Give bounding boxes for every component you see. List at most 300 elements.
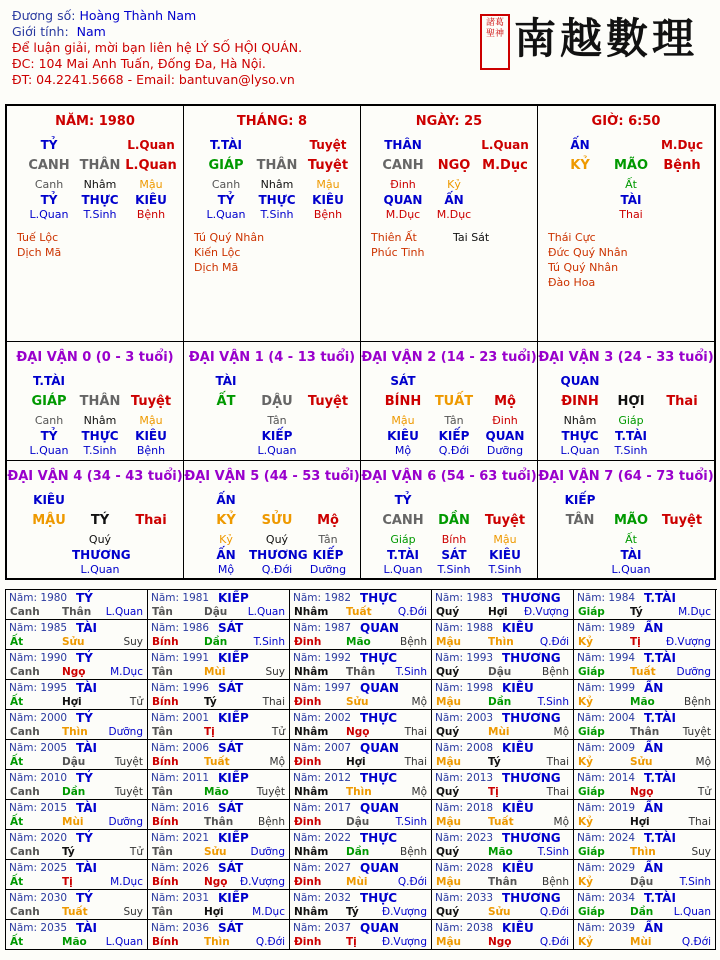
hidden-stars-row	[188, 193, 356, 208]
year-stage: T.Sinh	[395, 816, 427, 828]
year-star: SÁT	[218, 621, 244, 635]
year-stem: Mậu	[436, 636, 462, 648]
hidden-stem: Bính	[441, 533, 467, 546]
earthly-branch: MÃO	[613, 513, 649, 528]
hidden-stem: Canh	[211, 178, 241, 191]
branch-stage: Tuyệt	[130, 394, 172, 409]
year-cell	[148, 770, 290, 800]
heavenly-stem: MẬU	[32, 513, 66, 528]
special-star: Tú Quý Nhân	[194, 231, 265, 244]
hidden-star: TÀI	[620, 193, 642, 207]
heavenly-stem: CANH	[28, 158, 70, 173]
year-label: Năm: 2024	[577, 832, 636, 844]
year-branch: Tị	[488, 786, 499, 798]
year-stem: Ất	[10, 876, 24, 888]
hidden-stages-row	[11, 563, 179, 578]
year-stem: Mậu	[436, 816, 462, 828]
year-stem: Nhâm	[294, 666, 329, 678]
dai-van-cell	[7, 342, 184, 461]
year-branch: Hợi	[630, 816, 650, 828]
year-stage: Q.Đới	[397, 606, 427, 618]
year-stage: Thai	[404, 726, 427, 738]
year-stage: M.Dục	[252, 906, 285, 918]
year-label: Năm: 1985	[9, 622, 68, 634]
owner-line	[12, 8, 472, 24]
star-row	[365, 493, 533, 508]
hidden-stage: Mộ	[394, 444, 412, 457]
heaven-star: TỶ	[40, 138, 58, 152]
dai-van-cell	[184, 342, 361, 461]
hidden-stem: Tân	[267, 414, 287, 427]
year-label: Năm: 1994	[577, 652, 636, 664]
year-star: SÁT	[218, 861, 244, 875]
year-cell	[148, 920, 290, 950]
year-cell	[432, 830, 574, 860]
earthly-branch: TÝ	[90, 513, 110, 528]
year-label: Năm: 1990	[9, 652, 68, 664]
year-stem: Quý	[436, 846, 460, 858]
year-stem: Ất	[10, 816, 24, 828]
heavenly-stem: CANH	[382, 513, 424, 528]
bazi-chart-grid	[5, 104, 716, 580]
year-star: THƯƠNG	[502, 771, 561, 785]
hidden-stage: L.Quan	[611, 563, 651, 576]
year-label: Năm: 2015	[9, 802, 68, 814]
hidden-stage: L.Quan	[560, 444, 600, 457]
pillar-row	[188, 158, 356, 173]
year-stage: Tuyệt	[256, 786, 285, 798]
year-cell	[574, 650, 716, 680]
year-star: KIÊU	[502, 921, 534, 935]
year-star: THƯƠNG	[502, 651, 561, 665]
year-stem: Ất	[10, 636, 24, 648]
cell-title: ĐẠI VẬN 5 (44 - 53 tuổi)	[184, 469, 360, 484]
year-cell	[148, 740, 290, 770]
year-label: Năm: 1988	[435, 622, 494, 634]
gender-line	[12, 24, 472, 40]
year-stage: Mộ	[553, 816, 569, 828]
year-branch: Dần	[630, 906, 654, 918]
hidden-stars-row	[188, 548, 356, 563]
heavenly-stem: GIÁP	[208, 158, 244, 173]
year-branch: Thân	[346, 666, 376, 678]
year-branch: Tý	[488, 756, 501, 768]
hidden-stems-row	[188, 533, 356, 548]
year-label: Năm: 2002	[293, 712, 352, 724]
pillar-row	[542, 513, 710, 528]
year-star: TỶ	[76, 831, 93, 845]
earthly-branch: DẬU	[261, 394, 293, 409]
hidden-stem: Kỷ	[219, 533, 233, 546]
year-stem: Đinh	[294, 936, 322, 948]
hidden-stem: Nhâm	[83, 414, 117, 427]
special-star: Phúc Tinh	[371, 246, 425, 259]
branch-stage: Tuyệt	[307, 394, 349, 409]
hidden-star: KIÊU	[312, 193, 344, 207]
year-branch: Sửu	[488, 906, 511, 918]
hidden-star: KIẾP	[438, 429, 470, 443]
hidden-stage: T.Sinh	[437, 563, 471, 576]
contact-phone-email[interactable]: ĐT: 04.2241.5668 - Email: bantuvan@lyso.vn	[12, 72, 295, 87]
pillar-cell	[7, 106, 184, 342]
year-stage: T.Sinh	[679, 876, 711, 888]
special-star: Thái Cực	[548, 231, 596, 244]
cell-title: ĐẠI VẬN 1 (4 - 13 tuổi)	[188, 350, 356, 365]
contact-invite: Để luận giải, mời bạn liên hệ LÝ SỐ HỘI QUÁN.	[12, 40, 303, 55]
year-branch: Mùi	[488, 726, 510, 738]
year-stem: Tân	[152, 906, 173, 918]
hidden-star: T.TÀI	[615, 429, 647, 443]
year-label: Năm: 2003	[435, 712, 494, 724]
year-label: Năm: 2023	[435, 832, 494, 844]
year-stem: Đinh	[294, 756, 322, 768]
cell-title: ĐẠI VẬN 2 (14 - 23 tuổi)	[361, 350, 537, 365]
year-star: QUAN	[360, 681, 399, 695]
hidden-stem: Nhâm	[83, 178, 117, 191]
year-cell	[6, 650, 148, 680]
year-label: Năm: 2020	[9, 832, 68, 844]
hidden-stage: L.Quan	[29, 208, 69, 221]
year-star: TÀI	[76, 621, 98, 635]
earthly-branch: THÂN	[79, 158, 121, 173]
year-label: Năm: 2018	[435, 802, 494, 814]
year-cell	[290, 860, 432, 890]
hidden-star: KIẾP	[312, 548, 344, 562]
owner-name: Hoàng Thành Nam	[79, 8, 197, 23]
year-star: THƯƠNG	[502, 711, 561, 725]
year-label: Năm: 2027	[293, 862, 352, 874]
year-stem: Nhâm	[294, 906, 329, 918]
year-star: THỰC	[360, 651, 398, 665]
year-branch: Dần	[488, 696, 512, 708]
year-stage: Q.Đới	[539, 636, 569, 648]
year-label: Năm: 2035	[9, 922, 68, 934]
year-star: THỰC	[360, 831, 398, 845]
year-stem: Tân	[152, 666, 173, 678]
hidden-stages-row	[365, 208, 533, 223]
hidden-stars-row	[542, 429, 710, 444]
year-label: Năm: 2026	[151, 862, 210, 874]
hidden-stage: Thai	[619, 208, 643, 221]
year-label: Năm: 2037	[293, 922, 352, 934]
year-cell	[432, 890, 574, 920]
year-stage: Dưỡng	[108, 726, 143, 738]
year-branch: Thìn	[488, 636, 514, 648]
star-row	[542, 493, 710, 508]
year-stage: M.Dục	[110, 666, 143, 678]
year-cell	[574, 890, 716, 920]
year-stage: T.Sinh	[537, 696, 569, 708]
year-stage: Bệnh	[400, 846, 427, 858]
hidden-star: THƯƠNG	[72, 548, 131, 562]
hidden-stems-row	[542, 533, 710, 548]
year-star: ẤN	[644, 801, 664, 815]
year-branch: Tuất	[488, 816, 514, 828]
year-star: T.TÀI	[644, 711, 676, 725]
hidden-stage: Dưỡng	[486, 444, 524, 457]
star-row	[365, 374, 533, 389]
year-branch: Thân	[630, 726, 660, 738]
hidden-stem: Kỷ	[447, 178, 461, 191]
hidden-stages-row	[365, 563, 533, 578]
year-star: KIẾP	[218, 771, 249, 785]
year-cell	[290, 710, 432, 740]
heaven-star: KIẾP	[564, 493, 596, 507]
hidden-stage: T.Sinh	[83, 208, 117, 221]
year-branch: Thân	[204, 816, 234, 828]
year-label: Năm: 2019	[577, 802, 636, 814]
hidden-stem: Mậu	[493, 533, 517, 546]
year-branch: Tý	[630, 606, 643, 618]
year-label: Năm: 1991	[151, 652, 210, 664]
year-label: Năm: 2038	[435, 922, 494, 934]
year-star: KIÊU	[502, 861, 534, 875]
year-star: THƯƠNG	[502, 891, 561, 905]
year-branch: Ngọ	[204, 876, 228, 888]
year-star: THƯƠNG	[502, 591, 561, 605]
year-stem: Đinh	[294, 876, 322, 888]
year-stage: Q.Đới	[539, 936, 569, 948]
year-stem: Bính	[152, 816, 179, 828]
year-cell	[290, 680, 432, 710]
year-stem: Đinh	[294, 636, 322, 648]
year-stage: L.Quan	[105, 936, 143, 948]
hidden-star: QUAN	[485, 429, 525, 443]
earthly-branch: SỬU	[261, 513, 293, 528]
year-stage: Đ.Vượng	[381, 936, 427, 948]
hidden-stage: L.Quan	[383, 563, 423, 576]
year-label: Năm: 2017	[293, 802, 352, 814]
hidden-star: THỰC	[561, 429, 599, 443]
year-branch: Mão	[62, 936, 87, 948]
year-stage: Mộ	[695, 756, 711, 768]
pillar-row	[542, 158, 710, 173]
year-label: Năm: 2029	[577, 862, 636, 874]
year-stage: Đ.Vượng	[523, 606, 569, 618]
year-star: THỰC	[360, 891, 398, 905]
hidden-stage: M.Dục	[385, 208, 421, 221]
pillar-row	[11, 394, 179, 409]
year-stem: Canh	[10, 786, 40, 798]
year-label: Năm: 1987	[293, 622, 352, 634]
year-star: KIÊU	[502, 621, 534, 635]
year-branch: Dậu	[62, 756, 86, 768]
year-cell	[574, 590, 716, 620]
year-label: Năm: 1998	[435, 682, 494, 694]
hidden-stages-row	[188, 563, 356, 578]
year-stage: Đ.Vượng	[381, 906, 427, 918]
special-stars	[17, 230, 61, 260]
special-stars	[548, 230, 628, 290]
heaven-stage: Tuyệt	[309, 138, 347, 152]
year-stage: Q.Đới	[539, 906, 569, 918]
year-star: TỶ	[76, 711, 93, 725]
year-stem: Bính	[152, 636, 179, 648]
pillar-cell	[538, 106, 714, 342]
hidden-stem: Quý	[88, 533, 112, 546]
hidden-stems-row	[542, 414, 710, 429]
year-branch: Tuất	[346, 606, 372, 618]
hidden-star: THỰC	[81, 429, 119, 443]
year-stage: Q.Đới	[255, 936, 285, 948]
pillar-row	[365, 513, 533, 528]
year-stage: Suy	[123, 906, 143, 918]
year-branch: Mão	[204, 786, 229, 798]
special-star-right: Tai Sát	[453, 231, 490, 244]
heavenly-stem: CANH	[382, 158, 424, 173]
annual-luck-table	[5, 589, 717, 950]
hidden-stage: Q.Đới	[261, 563, 293, 576]
year-stem: Mậu	[436, 876, 462, 888]
year-branch: Dậu	[346, 816, 370, 828]
year-stage: Tuyệt	[114, 756, 143, 768]
year-stage: Dưỡng	[250, 846, 285, 858]
year-branch: Ngọ	[630, 786, 654, 798]
year-star: ẤN	[644, 921, 664, 935]
year-label: Năm: 2014	[577, 772, 636, 784]
year-label: Năm: 1989	[577, 622, 636, 634]
hidden-stem: Giáp	[618, 414, 644, 427]
pillar-row	[188, 513, 356, 528]
hidden-stems-row	[11, 533, 179, 548]
year-stage: Q.Đới	[681, 936, 711, 948]
year-branch: Dần	[204, 636, 228, 648]
year-stage: Thai	[546, 786, 569, 798]
hidden-stem: Mậu	[316, 178, 340, 191]
special-stars	[194, 230, 264, 275]
pillar-cell	[361, 106, 538, 342]
year-stem: Kỷ	[578, 696, 593, 708]
year-star: T.TÀI	[644, 651, 676, 665]
year-stem: Đinh	[294, 696, 322, 708]
year-stem: Canh	[10, 846, 40, 858]
year-label: Năm: 2022	[293, 832, 352, 844]
year-stage: Q.Đới	[397, 876, 427, 888]
hidden-star: QUAN	[383, 193, 423, 207]
hidden-stars-row	[188, 429, 356, 444]
heaven-star: ẤN	[570, 138, 590, 152]
earthly-branch: NGỌ	[437, 158, 471, 173]
hidden-stem: Ất	[625, 178, 637, 191]
year-cell	[6, 710, 148, 740]
year-stem: Nhâm	[294, 786, 329, 798]
special-star: Kiến Lộc	[194, 246, 241, 259]
year-branch: Tị	[204, 726, 215, 738]
year-stem: Quý	[436, 666, 460, 678]
year-stem: Mậu	[436, 756, 462, 768]
year-stem: Quý	[436, 786, 460, 798]
hidden-stems-row	[188, 178, 356, 193]
cell-title: NGÀY: 25	[415, 114, 483, 129]
year-cell	[574, 860, 716, 890]
year-label: Năm: 2039	[577, 922, 636, 934]
year-star: KIẾP	[218, 831, 249, 845]
year-star: KIẾP	[218, 711, 249, 725]
year-branch: Thìn	[346, 786, 372, 798]
year-star: KIÊU	[502, 741, 534, 755]
year-branch: Tý	[204, 696, 217, 708]
year-stage: Bệnh	[542, 666, 569, 678]
year-label: Năm: 1982	[293, 592, 352, 604]
year-star: SÁT	[218, 921, 244, 935]
hidden-stems-row	[11, 178, 179, 193]
year-cell	[6, 770, 148, 800]
star-row	[188, 374, 356, 389]
star-row	[11, 374, 179, 389]
year-star: ẤN	[644, 861, 664, 875]
year-star: THỰC	[360, 771, 398, 785]
cell-title: THÁNG: 8	[236, 114, 308, 129]
year-star: TỶ	[76, 651, 93, 665]
pillar-row	[11, 513, 179, 528]
year-stage: Tử	[129, 696, 143, 708]
year-label: Năm: 2021	[151, 832, 210, 844]
year-cell	[574, 680, 716, 710]
year-star: TÀI	[76, 801, 98, 815]
year-stage: Mộ	[411, 696, 427, 708]
heaven-star: T.TÀI	[33, 374, 65, 388]
year-cell	[432, 590, 574, 620]
branch-stage: Mộ	[494, 394, 516, 409]
year-cell	[432, 740, 574, 770]
year-branch: Hợi	[346, 756, 366, 768]
year-stage: Suy	[265, 666, 285, 678]
year-stem: Bính	[152, 936, 179, 948]
year-stem: Ất	[10, 696, 24, 708]
year-star: TÀI	[76, 681, 98, 695]
hidden-stage: Bệnh	[136, 208, 166, 221]
year-stage: Thai	[688, 816, 711, 828]
special-star: Tuế Lộc	[17, 231, 59, 244]
year-branch: Tuất	[204, 756, 230, 768]
year-stem: Canh	[10, 906, 40, 918]
red-seal-stamp: 諸葛聖神	[480, 14, 510, 70]
heavenly-stem: KỶ	[570, 158, 590, 173]
year-branch: Mùi	[630, 936, 652, 948]
year-cell	[6, 920, 148, 950]
year-label: Năm: 2032	[293, 892, 352, 904]
year-stem: Quý	[436, 606, 460, 618]
year-stage: Tử	[697, 786, 711, 798]
year-stem: Canh	[10, 606, 40, 618]
year-cell	[574, 830, 716, 860]
year-label: Năm: 1999	[577, 682, 636, 694]
year-branch: Hợi	[62, 696, 82, 708]
year-branch: Dần	[346, 846, 370, 858]
star-row	[365, 138, 533, 153]
year-stage: Đ.Vượng	[239, 876, 285, 888]
year-star: SÁT	[218, 681, 244, 695]
year-cell	[290, 920, 432, 950]
heavenly-stem: ẤT	[216, 394, 236, 409]
year-label: Năm: 2009	[577, 742, 636, 754]
year-star: ẤN	[644, 681, 664, 695]
hidden-stage: L.Quan	[257, 444, 297, 457]
year-stem: Tân	[152, 726, 173, 738]
hidden-star: ẤN	[216, 548, 236, 562]
hidden-star: T.TÀI	[387, 548, 419, 562]
hidden-stages-row	[542, 563, 710, 578]
year-stage: Thai	[404, 756, 427, 768]
special-star: Dịch Mã	[17, 246, 62, 259]
hidden-stages-row	[11, 208, 179, 223]
branch-stage: Tuyệt	[307, 158, 349, 173]
gender-label: Giới tính:	[12, 24, 69, 39]
hidden-stage: T.Sinh	[260, 208, 294, 221]
branch-stage: Mộ	[317, 513, 339, 528]
dai-van-cell	[538, 342, 714, 461]
cell-title: ĐẠI VẬN 6 (54 - 63 tuổi)	[361, 469, 537, 484]
